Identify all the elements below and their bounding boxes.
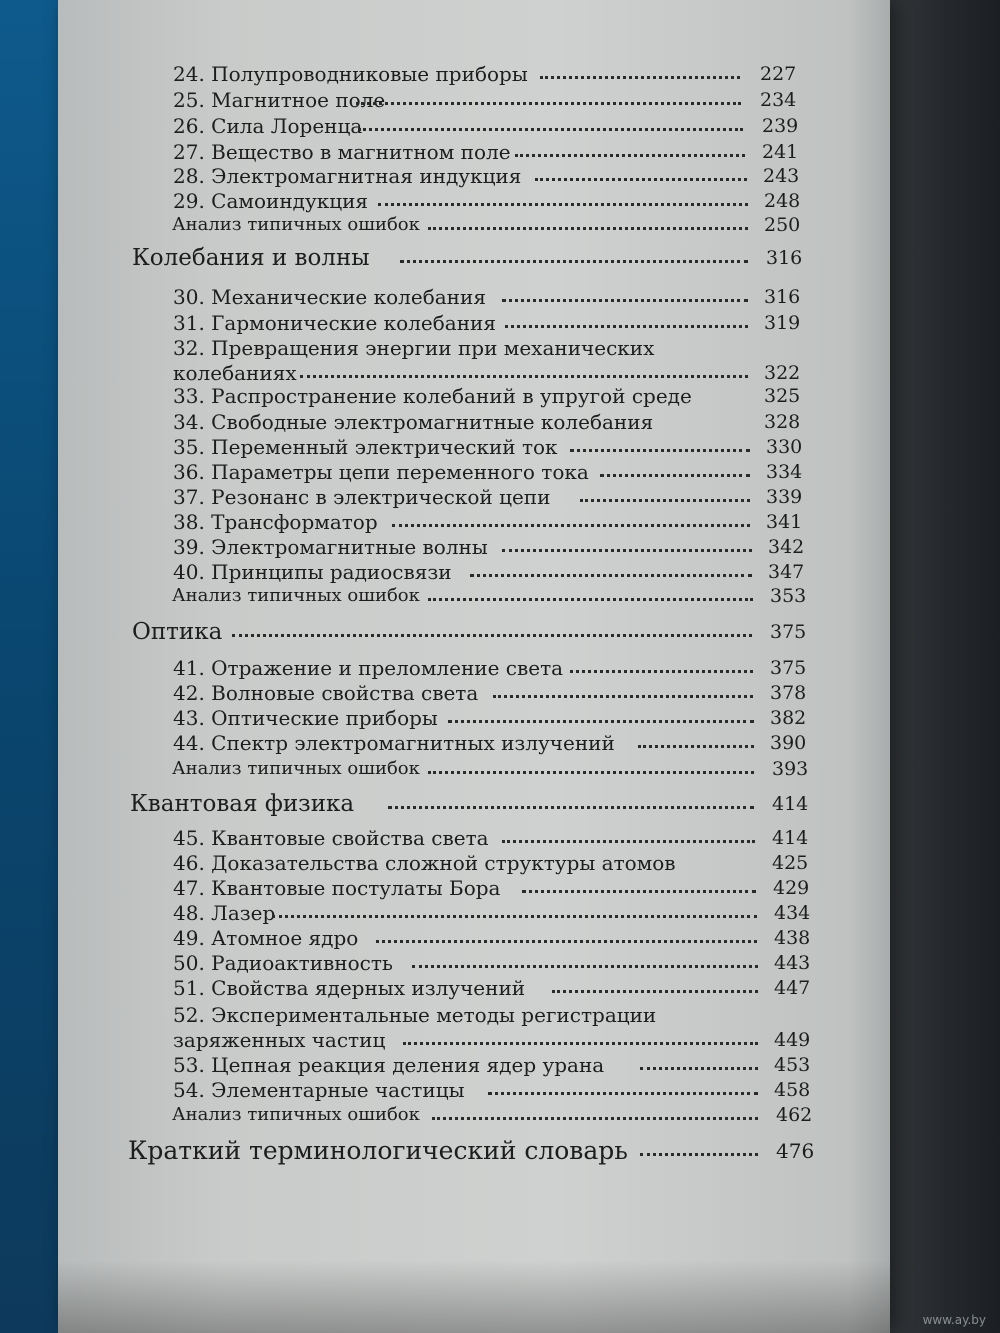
leader-dots	[535, 174, 747, 181]
toc-entry-label: 46. Доказательства сложной структуры атомов	[173, 851, 676, 875]
toc-entry-label: 52. Экспериментальные методы регистрации	[173, 1003, 657, 1027]
toc-section-page: 375	[770, 621, 807, 643]
toc-entry-page: 316	[764, 286, 801, 308]
toc-entry-page: 322	[764, 362, 801, 384]
toc-section-page: 414	[772, 793, 809, 815]
toc-entry-label: 43. Оптические приборы	[173, 706, 438, 730]
toc-entry-page: 458	[774, 1079, 811, 1101]
leader-dots	[412, 961, 758, 968]
leader-dots	[493, 691, 753, 698]
toc-section-label: Квантовая физика	[130, 791, 355, 817]
toc-entry-label: 25. Магнитное поле	[173, 88, 386, 112]
toc-entry-page: 353	[770, 585, 807, 607]
leader-dots	[580, 495, 750, 502]
toc-entry-page: 390	[770, 732, 807, 754]
toc-entry-label: Анализ типичных ошибок	[172, 585, 420, 606]
leader-dots	[502, 836, 755, 843]
toc-entry-page: 227	[760, 63, 797, 85]
toc-entry-label: 50. Радиоактивность	[173, 951, 393, 975]
leader-dots	[232, 630, 752, 637]
toc-section-label: Оптика	[132, 619, 223, 645]
toc-entry-label: 35. Переменный электрический ток	[173, 435, 558, 459]
leader-dots	[428, 594, 753, 601]
watermark: www.ay.by	[922, 1313, 986, 1327]
toc-entry-page: 342	[768, 536, 805, 558]
leader-dots	[428, 767, 754, 774]
leader-dots	[403, 1038, 758, 1045]
toc-entry-page: 434	[774, 902, 811, 924]
toc-entry-page: 328	[764, 411, 801, 433]
leader-dots	[400, 256, 748, 263]
leader-dots	[428, 223, 748, 230]
leader-dots	[392, 520, 750, 527]
leader-dots	[570, 445, 750, 452]
toc-entry-page: 429	[773, 877, 810, 899]
toc-entry-page: 453	[774, 1054, 811, 1076]
leader-dots	[448, 716, 754, 723]
toc-entry-label: 37. Резонанс в электрической цепи	[173, 485, 551, 509]
toc-entry-page: 443	[774, 952, 811, 974]
toc-entry-label: 38. Трансформатор	[173, 510, 378, 534]
leader-dots	[640, 1149, 758, 1156]
toc-entry-label: 28. Электромагнитная индукция	[173, 164, 522, 188]
leader-dots	[502, 545, 752, 552]
toc-section-page: 476	[776, 1139, 815, 1163]
leader-dots	[470, 570, 752, 577]
toc-entry-label: 54. Элементарные частицы	[173, 1078, 465, 1102]
leader-dots	[540, 72, 740, 79]
leader-dots	[376, 936, 757, 943]
toc-entry-label: 33. Распространение колебаний в упругой среде	[173, 384, 692, 408]
toc-entry-label: 47. Квантовые постулаты Бора	[173, 876, 501, 900]
toc-entry-label: 48. Лазер	[173, 901, 276, 925]
toc-entry-label: 41. Отражение и преломление света	[173, 656, 564, 680]
leader-dots	[300, 371, 748, 378]
leader-dots	[272, 911, 757, 918]
toc-entry-page: 341	[766, 511, 803, 533]
leader-dots	[522, 886, 756, 893]
leader-dots	[640, 1063, 758, 1070]
toc-entry-page: 248	[764, 190, 801, 212]
toc-entry-label: 32. Превращения энергии при механических	[173, 336, 655, 360]
toc-entry-page: 325	[764, 385, 801, 407]
toc-entry-page: 425	[772, 852, 809, 874]
leader-dots	[515, 150, 745, 157]
toc-entry-label: 26. Сила Лоренца	[173, 114, 363, 138]
leader-dots	[600, 470, 750, 477]
leader-dots	[378, 199, 748, 206]
page-shadow	[58, 1260, 890, 1333]
toc-entry-label: заряженных частиц	[173, 1028, 386, 1052]
toc-entry-page: 250	[764, 214, 801, 236]
toc-entry-page: 234	[760, 89, 797, 111]
toc-entry-page: 347	[768, 561, 805, 583]
toc-section-page: 316	[766, 247, 803, 269]
toc-entry-page: 414	[772, 827, 809, 849]
toc-entry-label: 27. Вещество в магнитном поле	[173, 140, 511, 164]
toc-entry-page: 375	[770, 657, 807, 679]
toc-entry-page: 447	[774, 977, 811, 999]
toc-entry-label: 49. Атомное ядро	[173, 926, 359, 950]
toc-entry-page: 378	[770, 682, 807, 704]
leader-dots	[502, 295, 748, 302]
toc-entry-label: 42. Волновые свойства света	[173, 681, 479, 705]
toc-section-label: Колебания и волны	[132, 245, 370, 271]
toc-entry-label: 44. Спектр электромагнитных излучений	[173, 731, 615, 755]
leader-dots	[570, 666, 753, 673]
leader-dots	[552, 986, 758, 993]
leader-dots	[388, 802, 754, 809]
toc-entry-label: колебаниях	[173, 361, 297, 385]
toc-entry-label: Анализ типичных ошибок	[172, 758, 420, 779]
toc-entry-label: 40. Принципы радиосвязи	[173, 560, 452, 584]
toc-entry-page: 382	[770, 707, 807, 729]
toc-entry-label: 45. Квантовые свойства света	[173, 826, 489, 850]
leader-dots	[488, 1088, 758, 1095]
toc-entry-label: 53. Цепная реакция деления ядер урана	[173, 1053, 605, 1077]
toc-entry-page: 393	[772, 758, 809, 780]
toc-entry-page: 334	[766, 461, 803, 483]
toc-entry-page: 330	[766, 436, 803, 458]
toc-entry-label: 51. Свойства ядерных излучений	[173, 976, 526, 1000]
toc-entry-label: Анализ типичных ошибок	[172, 1104, 420, 1125]
leader-dots	[356, 98, 741, 105]
toc-entry-label: 34. Свободные электромагнитные колебания	[173, 410, 654, 434]
toc-entry-label: 39. Электромагнитные волны	[173, 535, 488, 559]
leader-dots	[638, 741, 754, 748]
toc-entry-page: 239	[762, 115, 799, 137]
leader-dots	[505, 321, 748, 328]
toc-entry-label: 31. Гармонические колебания	[173, 311, 496, 335]
toc-entry-label: 36. Параметры цепи переменного тока	[173, 460, 589, 484]
toc-entry-page: 339	[766, 486, 803, 508]
toc-entry-page: 438	[774, 927, 811, 949]
leader-dots	[432, 1113, 758, 1120]
toc-entry-label: 30. Механические колебания	[173, 285, 486, 309]
toc-entry-page: 449	[774, 1029, 811, 1051]
toc-entry-label: Анализ типичных ошибок	[172, 214, 420, 235]
toc-section-label: Краткий терминологический словарь	[128, 1136, 628, 1165]
toc-entry-label: 24. Полупроводниковые приборы	[173, 62, 528, 86]
leader-dots	[358, 124, 743, 131]
toc-entry-page: 243	[763, 165, 800, 187]
toc-entry-label: 29. Самоиндукция	[173, 189, 369, 213]
toc-entry-page: 319	[764, 312, 801, 334]
toc-entry-page: 241	[762, 141, 799, 163]
toc-entry-page: 462	[776, 1104, 813, 1126]
